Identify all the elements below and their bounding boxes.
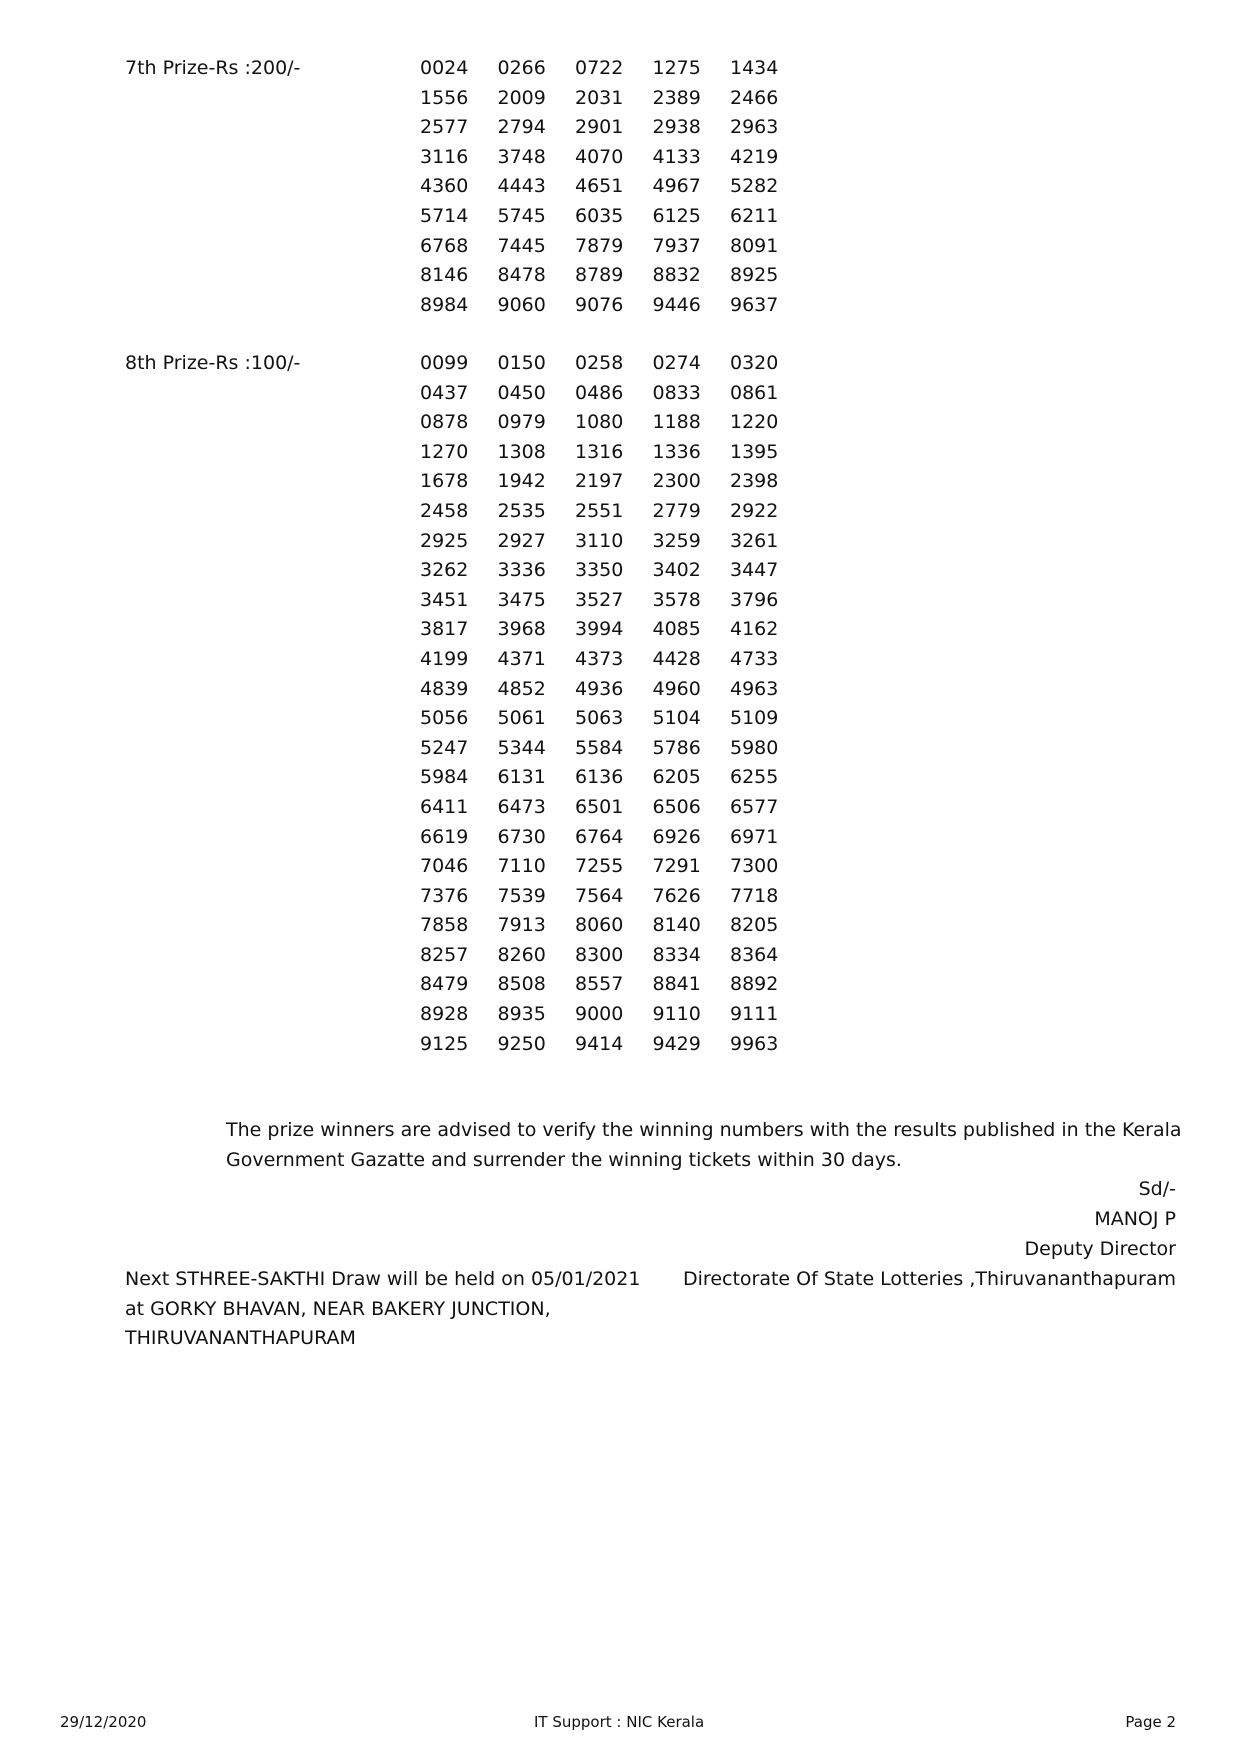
winning-number: 2458 xyxy=(420,499,469,522)
signatory-office: Directorate Of State Lotteries ,Thiruvananthapuram xyxy=(683,1268,1176,1290)
winning-number: 2794 xyxy=(497,116,546,139)
winning-number: 2398 xyxy=(730,470,779,493)
winning-number: 4963 xyxy=(730,677,779,700)
winning-number: 2466 xyxy=(730,86,779,109)
winning-number: 3447 xyxy=(730,559,779,582)
winning-number: 9414 xyxy=(575,1032,624,1055)
winning-number: 7937 xyxy=(652,234,701,257)
winning-number: 9000 xyxy=(575,1003,624,1026)
winning-number: 1942 xyxy=(497,470,546,493)
winning-number: 8557 xyxy=(575,973,624,996)
winning-number: 7291 xyxy=(652,855,701,878)
winning-number: 6411 xyxy=(420,795,469,818)
winning-number: 5104 xyxy=(652,707,701,730)
winning-number: 6205 xyxy=(652,766,701,789)
winning-number: 1270 xyxy=(420,440,469,463)
winning-number: 4651 xyxy=(575,175,624,198)
winning-number: 5063 xyxy=(575,707,624,730)
winning-number: 5984 xyxy=(420,766,469,789)
winning-number: 4428 xyxy=(652,647,701,670)
winning-number: 8060 xyxy=(575,914,624,937)
winning-numbers-grid xyxy=(420,54,808,320)
winning-number: 6501 xyxy=(575,795,624,818)
winning-number: 6136 xyxy=(575,766,624,789)
footer-page-number: Page 2 xyxy=(1125,1713,1176,1731)
winning-number: 6764 xyxy=(575,825,624,848)
winning-number: 7300 xyxy=(730,855,779,878)
winning-number: 7564 xyxy=(575,884,624,907)
winning-number: 0320 xyxy=(730,352,779,374)
winning-number: 9111 xyxy=(730,1003,779,1026)
winning-number: 5786 xyxy=(652,736,701,759)
signatory-name: MANOJ P xyxy=(1094,1208,1176,1230)
winning-number: 5584 xyxy=(575,736,624,759)
winning-number: 2535 xyxy=(497,499,546,522)
winning-number: 6768 xyxy=(420,234,469,257)
winner-notice: The prize winners are advised to verify the winning numbers with the results published in the Kerala Government Gazatte and surrender the winning tickets within 30 days. xyxy=(226,1119,1182,1171)
winning-number: 6125 xyxy=(652,204,701,227)
winning-number: 0486 xyxy=(575,381,624,404)
winning-number: 0024 xyxy=(420,57,469,79)
winning-number: 8478 xyxy=(497,264,546,287)
winning-number: 3259 xyxy=(652,529,701,552)
winning-number: 5344 xyxy=(497,736,546,759)
winning-number: 3261 xyxy=(730,529,779,552)
next-draw-info xyxy=(125,1265,640,1354)
winning-number: 8146 xyxy=(420,264,469,287)
signature-sd: Sd/- xyxy=(1138,1178,1176,1200)
winning-number: 4839 xyxy=(420,677,469,700)
winning-number: 2927 xyxy=(497,529,546,552)
winning-number: 3116 xyxy=(420,145,469,168)
winning-number: 9637 xyxy=(730,293,779,316)
winning-number: 6255 xyxy=(730,766,779,789)
winning-number: 2577 xyxy=(420,116,469,139)
winning-number: 9250 xyxy=(497,1032,546,1055)
winning-number: 4967 xyxy=(652,175,701,198)
winning-number: 8364 xyxy=(730,943,779,966)
winning-number: 4373 xyxy=(575,647,624,670)
winning-number: 1395 xyxy=(730,440,779,463)
winning-number: 6473 xyxy=(497,795,546,818)
signatory-title: Deputy Director xyxy=(1024,1238,1176,1260)
winning-number: 9076 xyxy=(575,293,624,316)
winning-number: 2963 xyxy=(730,116,779,139)
winning-number: 4070 xyxy=(575,145,624,168)
winning-number: 8508 xyxy=(497,973,546,996)
winning-number: 0258 xyxy=(575,352,624,374)
winning-number: 0437 xyxy=(420,381,469,404)
next-draw-line-3: THIRUVANANTHAPURAM xyxy=(125,1327,356,1350)
winning-number: 6506 xyxy=(652,795,701,818)
winning-number: 7539 xyxy=(497,884,546,907)
winning-number: 2389 xyxy=(652,86,701,109)
winning-number: 5980 xyxy=(730,736,779,759)
winning-number: 7255 xyxy=(575,855,624,878)
winning-number: 8479 xyxy=(420,973,469,996)
winning-number: 5109 xyxy=(730,707,779,730)
winning-number: 1316 xyxy=(575,440,624,463)
next-draw-line-2: at GORKY BHAVAN, NEAR BAKERY JUNCTION, xyxy=(125,1297,551,1320)
winning-number: 7046 xyxy=(420,855,469,878)
winning-number: 7445 xyxy=(497,234,546,257)
winning-number: 0450 xyxy=(497,381,546,404)
winning-number: 8892 xyxy=(730,973,779,996)
winning-number: 3475 xyxy=(497,588,546,611)
winning-number: 3402 xyxy=(652,559,701,582)
winning-number: 5061 xyxy=(497,707,546,730)
winning-number: 5745 xyxy=(497,204,546,227)
winning-number: 4133 xyxy=(652,145,701,168)
winning-number: 9429 xyxy=(652,1032,701,1055)
winning-number: 8935 xyxy=(497,1003,546,1026)
winning-number: 4085 xyxy=(652,618,701,641)
winning-number: 7376 xyxy=(420,884,469,907)
winning-number: 8832 xyxy=(652,264,701,287)
winning-number: 8334 xyxy=(652,943,701,966)
winning-number: 3110 xyxy=(575,529,624,552)
winning-number: 4733 xyxy=(730,647,779,670)
winning-number: 3262 xyxy=(420,559,469,582)
winning-number: 6577 xyxy=(730,795,779,818)
winning-number: 1220 xyxy=(730,411,779,434)
prize-label: 8th Prize-Rs :100/- xyxy=(125,352,301,374)
winning-number: 6971 xyxy=(730,825,779,848)
winning-numbers-grid xyxy=(420,349,808,1059)
winning-number: 3578 xyxy=(652,588,701,611)
winning-number: 7879 xyxy=(575,234,624,257)
winning-number: 6926 xyxy=(652,825,701,848)
winning-number: 1336 xyxy=(652,440,701,463)
winning-number: 8205 xyxy=(730,914,779,937)
winning-number: 1080 xyxy=(575,411,624,434)
winning-number: 0833 xyxy=(652,381,701,404)
winning-number: 5282 xyxy=(730,175,779,198)
winning-number: 3994 xyxy=(575,618,624,641)
winning-number: 3350 xyxy=(575,559,624,582)
winning-number: 4199 xyxy=(420,647,469,670)
winning-number: 4371 xyxy=(497,647,546,670)
winning-number: 9446 xyxy=(652,293,701,316)
winning-number: 0979 xyxy=(497,411,546,434)
winning-number: 3527 xyxy=(575,588,624,611)
winning-number: 1678 xyxy=(420,470,469,493)
winning-number: 8257 xyxy=(420,943,469,966)
winning-number: 0878 xyxy=(420,411,469,434)
winning-number: 2009 xyxy=(497,86,546,109)
winning-number: 4852 xyxy=(497,677,546,700)
winning-number: 2922 xyxy=(730,499,779,522)
winning-number: 1434 xyxy=(730,57,779,79)
winning-number: 1308 xyxy=(497,440,546,463)
winning-number: 4360 xyxy=(420,175,469,198)
winning-number: 6035 xyxy=(575,204,624,227)
winning-number: 2938 xyxy=(652,116,701,139)
winning-number: 7858 xyxy=(420,914,469,937)
winning-number: 4162 xyxy=(730,618,779,641)
winning-number: 9060 xyxy=(497,293,546,316)
winning-number: 1556 xyxy=(420,86,469,109)
winning-number: 0722 xyxy=(575,57,624,79)
winning-number: 0274 xyxy=(652,352,701,374)
winning-number: 3817 xyxy=(420,618,469,641)
winning-number: 1275 xyxy=(652,57,701,79)
next-draw-line-1: Next STHREE-SAKTHI Draw will be held on 05/01/2021 xyxy=(125,1268,641,1290)
winning-number: 8260 xyxy=(497,943,546,966)
winning-number: 4219 xyxy=(730,145,779,168)
winning-number: 5247 xyxy=(420,736,469,759)
winning-number: 1188 xyxy=(652,411,701,434)
winning-number: 8925 xyxy=(730,264,779,287)
winning-number: 0861 xyxy=(730,381,779,404)
winning-number: 6619 xyxy=(420,825,469,848)
winning-number: 4960 xyxy=(652,677,701,700)
winning-number: 6730 xyxy=(497,825,546,848)
winning-number: 9110 xyxy=(652,1003,701,1026)
winning-number: 5714 xyxy=(420,204,469,227)
winning-number: 2779 xyxy=(652,499,701,522)
winning-number: 7718 xyxy=(730,884,779,907)
winning-number: 6211 xyxy=(730,204,779,227)
footer-support: IT Support : NIC Kerala xyxy=(534,1713,705,1731)
winning-number: 3748 xyxy=(497,145,546,168)
winning-number: 8928 xyxy=(420,1003,469,1026)
prize-label: 7th Prize-Rs :200/- xyxy=(125,57,301,79)
footer-date: 29/12/2020 xyxy=(60,1713,147,1731)
winning-number: 2925 xyxy=(420,529,469,552)
winning-number: 8091 xyxy=(730,234,779,257)
winning-number: 2551 xyxy=(575,499,624,522)
winning-number: 2300 xyxy=(652,470,701,493)
winning-number: 4936 xyxy=(575,677,624,700)
winning-number: 3968 xyxy=(497,618,546,641)
winning-number: 2901 xyxy=(575,116,624,139)
winning-number: 0150 xyxy=(497,352,546,374)
winning-number: 7626 xyxy=(652,884,701,907)
winning-number: 4443 xyxy=(497,175,546,198)
winning-number: 6131 xyxy=(497,766,546,789)
winning-number: 3336 xyxy=(497,559,546,582)
winning-number: 2031 xyxy=(575,86,624,109)
winning-number: 9125 xyxy=(420,1032,469,1055)
winning-number: 5056 xyxy=(420,707,469,730)
winning-number: 0266 xyxy=(497,57,546,79)
winning-number: 7913 xyxy=(497,914,546,937)
winning-number: 8984 xyxy=(420,293,469,316)
winning-number: 2197 xyxy=(575,470,624,493)
winning-number: 8300 xyxy=(575,943,624,966)
winning-number: 8140 xyxy=(652,914,701,937)
winning-number: 7110 xyxy=(497,855,546,878)
winning-number: 9963 xyxy=(730,1032,779,1055)
winning-number: 3451 xyxy=(420,588,469,611)
winning-number: 8841 xyxy=(652,973,701,996)
winning-number: 0099 xyxy=(420,352,469,374)
winning-number: 3796 xyxy=(730,588,779,611)
winning-number: 8789 xyxy=(575,264,624,287)
